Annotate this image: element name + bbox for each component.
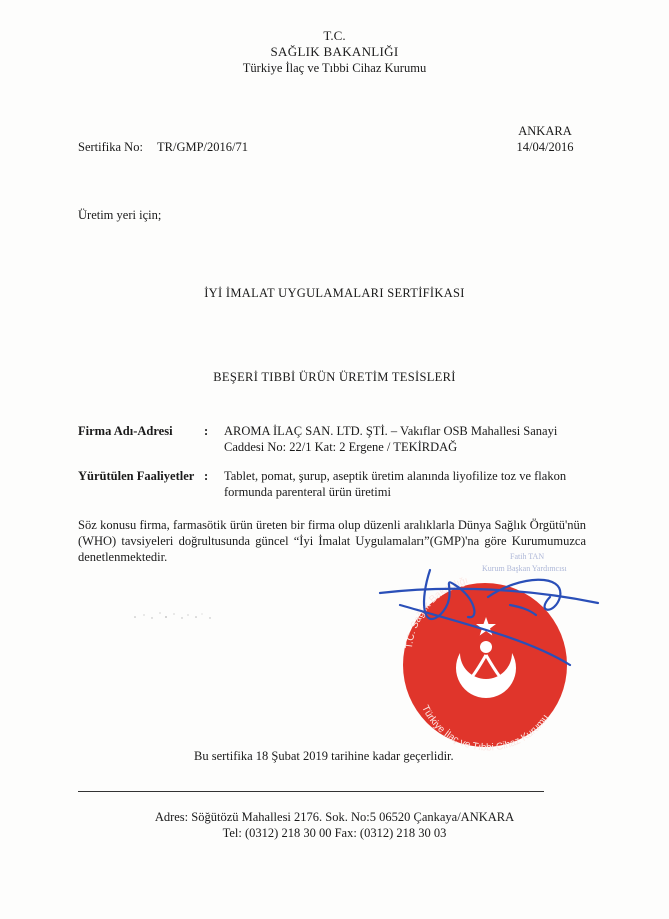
header-tc: T.C.: [323, 28, 346, 43]
validity-statement: Bu sertifika 18 Şubat 2019 tarihine kadar geçerlidir.: [194, 749, 454, 763]
firm-value: AROMA İLAÇ SAN. LTD. ŞTİ. – Vakıflar OSB Mahallesi Sanayi Caddesi No: 22/1 Kat: 2 Ergene / TEKİRDAĞ: [224, 424, 558, 454]
svg-text:Kurum Başkan Yardımcısı: Kurum Başkan Yardımcısı: [482, 564, 567, 573]
footer-address: Adres: Söğütözü Mahallesi 2176. Sok. No:5 06520 Çankaya/ANKARA: [154, 810, 515, 824]
official-seal-stamp: [360, 545, 610, 755]
body-paragraph: Söz konusu firma, farmasötik ürün üreten bir firma olup düzenli aralıklarla Dünya Sağlık Örgütü'nün (WHO) tavsiyeleri doğrultusunda güncel “İyi İmalat Uygulamaları”(GMP)'na göre Kurumumuzca denetlenmektedir.: [78, 518, 586, 564]
activities-value: Tablet, pomat, şurup, aseptik üretim alanında liyofilize toz ve flakon formunda parenteral ürün üretimi: [224, 469, 567, 499]
certificate-number-value: TR/GMP/2016/71: [157, 140, 248, 154]
footer-phone: Tel: (0312) 218 30 00 Fax: (0312) 218 30 03: [222, 826, 447, 840]
svg-text:Fatih TAN: Fatih TAN: [510, 552, 545, 561]
issue-date: 14/04/2016: [516, 140, 574, 154]
header-agency: Türkiye İlaç ve Tıbbi Cihaz Kurumu: [242, 61, 427, 75]
certificate-number-label: Sertifika No:: [78, 140, 143, 154]
footer-divider: [78, 791, 544, 792]
intro-text: Üretim yeri için;: [78, 208, 162, 222]
firm-label: Firma Adı-Adresi: [78, 424, 173, 438]
issue-city: ANKARA: [518, 124, 572, 138]
header-ministry: SAĞLIK BAKANLIĞI: [270, 44, 399, 59]
facility-title: BEŞERİ TIBBİ ÜRÜN ÜRETİM TESİSLERİ: [213, 370, 456, 384]
svg-text:Türkiye İlaç ve Tıbbi Cihaz Ku: Türkiye İlaç ve Tıbbi Cihaz Kurumu: [419, 703, 552, 754]
activities-label: Yürütülen Faaliyetler: [78, 469, 195, 483]
certificate-title: İYİ İMALAT UYGULAMALARI SERTİFİKASI: [204, 286, 465, 300]
firm-colon: :: [204, 424, 209, 438]
svg-text:T.C. Sağlık Bakanlığı: T.C. Sağlık Bakanlığı: [403, 575, 470, 650]
scan-speckle: [130, 605, 220, 625]
activities-colon: :: [204, 469, 209, 483]
